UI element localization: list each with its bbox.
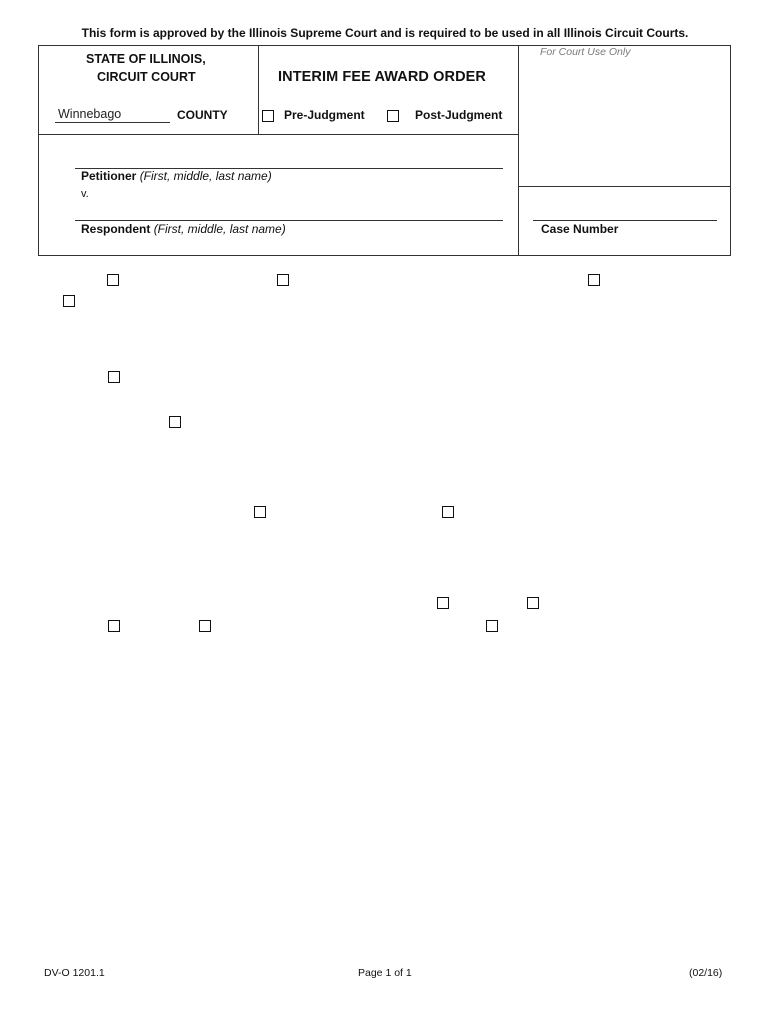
post-judgment-label: Post-Judgment: [415, 108, 503, 122]
petitioner-hint: (First, middle, last name): [139, 169, 272, 183]
form-code: DV-O 1201.1: [44, 967, 105, 979]
option-checkbox[interactable]: [108, 371, 120, 383]
option-checkbox[interactable]: [107, 274, 119, 286]
respondent-label: [81, 222, 286, 236]
respondent-line: [75, 220, 503, 221]
respondent-label-text: Respondent: [81, 222, 151, 236]
state-line-2: CIRCUIT COURT: [97, 70, 196, 84]
pre-judgment-label: Pre-Judgment: [284, 108, 365, 122]
county-field[interactable]: Winnebago: [58, 107, 122, 121]
option-checkbox[interactable]: [588, 274, 600, 286]
option-checkbox[interactable]: [527, 597, 539, 609]
petitioner-label: [81, 169, 272, 183]
approval-notice: This form is approved by the Illinois Supreme Court and is required to be used in all Illinois Circuit Courts.: [81, 26, 689, 40]
respondent-hint: (First, middle, last name): [153, 222, 286, 236]
option-checkbox[interactable]: [63, 295, 75, 307]
county-label: COUNTY: [177, 108, 228, 122]
case-number-line: [533, 220, 717, 221]
case-number-label: Case Number: [541, 222, 619, 236]
option-checkbox[interactable]: [108, 620, 120, 632]
option-checkbox[interactable]: [199, 620, 211, 632]
revision-date: (02/16): [689, 967, 723, 979]
petitioner-label-text: Petitioner: [81, 169, 137, 183]
option-checkbox[interactable]: [254, 506, 266, 518]
option-checkbox[interactable]: [442, 506, 454, 518]
state-line-1: STATE OF ILLINOIS,: [86, 52, 206, 66]
option-checkbox[interactable]: [486, 620, 498, 632]
caption-horizontal-divider: [39, 134, 518, 135]
page-number: Page 1 of 1: [358, 967, 412, 979]
post-judgment-checkbox[interactable]: [387, 110, 399, 122]
court-use-divider: [518, 186, 731, 187]
option-checkbox[interactable]: [169, 416, 181, 428]
caption-vertical-divider-left: [258, 46, 259, 134]
form-title: INTERIM FEE AWARD ORDER: [278, 69, 486, 85]
versus-label: v.: [81, 188, 89, 200]
court-use-only-label: For Court Use Only: [540, 46, 631, 58]
option-checkbox[interactable]: [437, 597, 449, 609]
option-checkbox[interactable]: [277, 274, 289, 286]
caption-vertical-divider-right: [518, 46, 519, 256]
pre-judgment-checkbox[interactable]: [262, 110, 274, 122]
county-underline: [55, 122, 170, 123]
